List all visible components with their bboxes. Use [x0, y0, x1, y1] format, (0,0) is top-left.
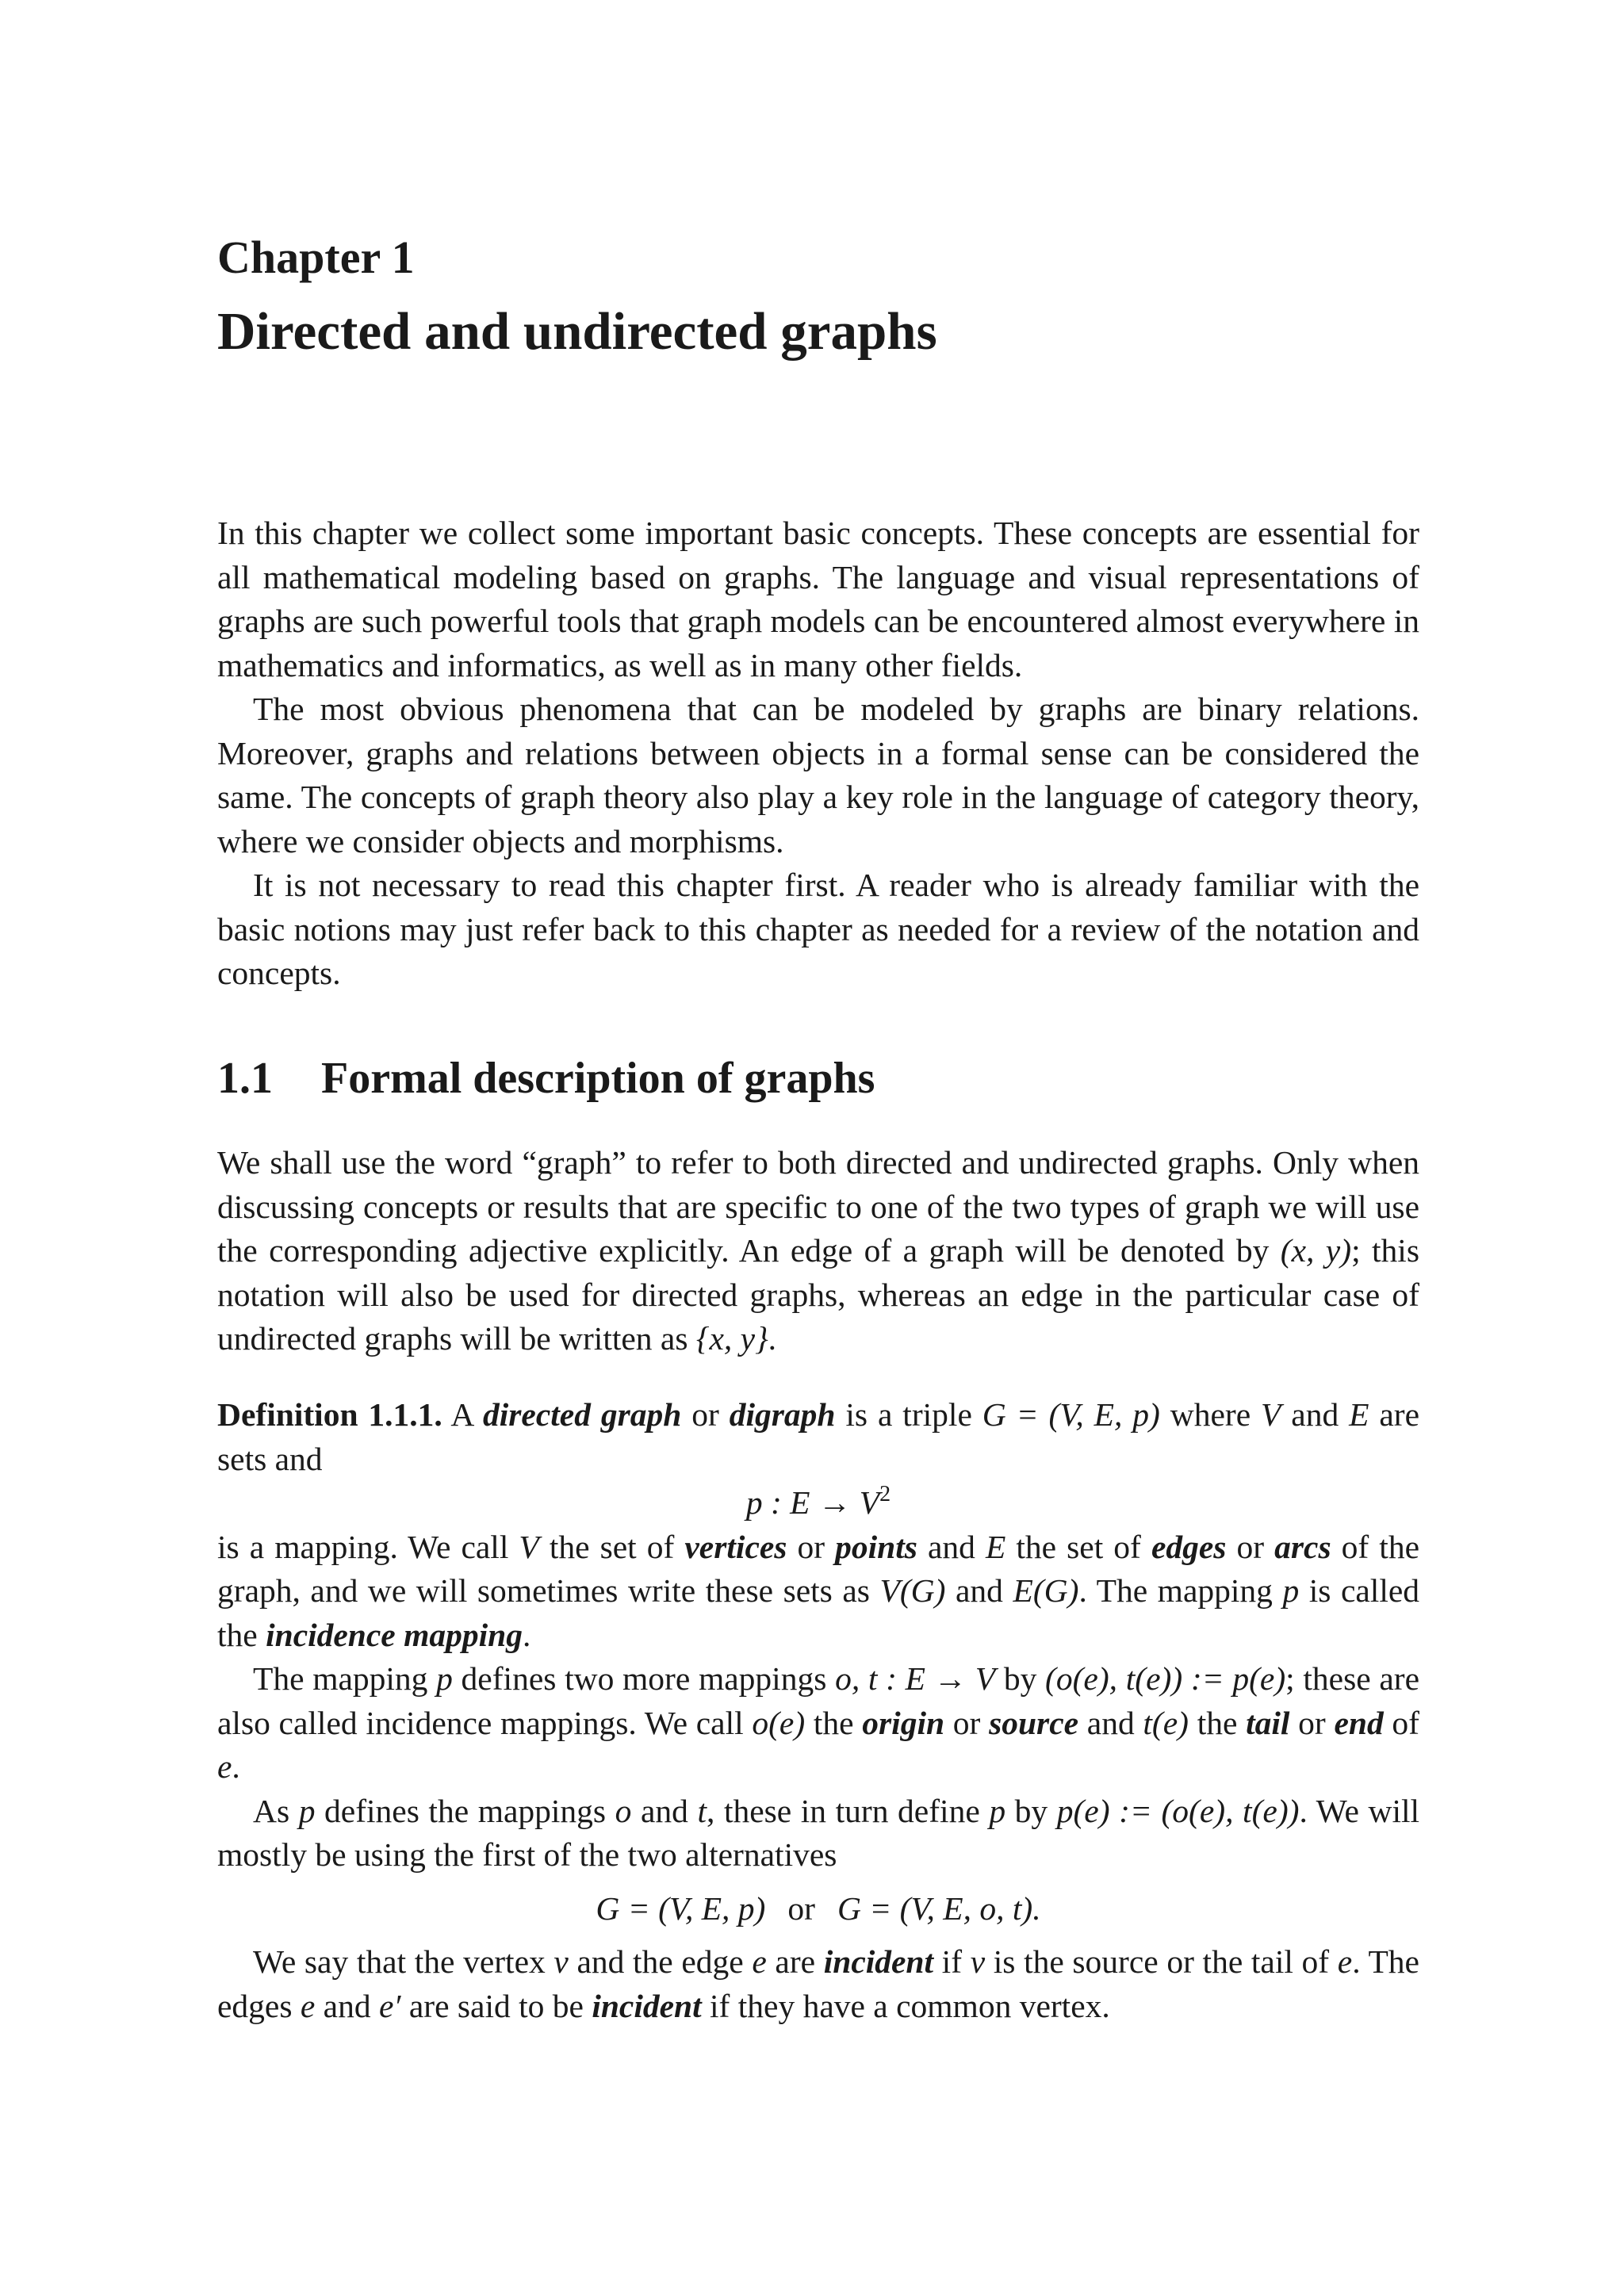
definition-paragraph-3: The mapping p defines two more mappings o, t : E → V by (o(e), t(e)) := p(e); these are also called incidence mappings. We call o(e) the origin or source and t(e) the tail or end of e. — [217, 1660, 1419, 1785]
math-edge-notation: (x, y) — [1280, 1232, 1352, 1269]
display-equation-incidence: p : $E \to V^2$ — [745, 1482, 891, 1521]
chapter-label: Chapter 1 — [217, 232, 415, 283]
intro-paragraph-3: It is not necessary to read this chapter first. A reader who is already familiar with the basic notions may just refer back to this chapter as needed for a review of the notation and concepts. — [217, 867, 1419, 991]
definition-label: Definition 1.1.1. — [217, 1396, 442, 1433]
definition-statement: Definition 1.1.1. A directed graph or digraph is a triple G = (V, E, p) where V and E are sets and — [217, 1396, 1420, 1477]
definition-block — [217, 1393, 1419, 2028]
chapter-intro — [217, 511, 1419, 996]
definition-paragraph-2: is a mapping. We call V the set of vertices or points and E the set of edges or arcs of the graph, and we will sometimes write these sets as V(G) and E(G). The mapping p is called the incidence mapping. — [217, 1528, 1420, 1653]
term-vertices: vertices — [684, 1528, 787, 1565]
term-digraph: digraph — [729, 1396, 836, 1433]
term-points: points — [835, 1528, 917, 1565]
section-heading — [217, 1051, 875, 1106]
definition-paragraph-4: As p defines the mappings o and t, these in turn define p by p(e) := (o(e), t(e)). We will mostly be using the first of the two alternatives — [217, 1792, 1420, 1873]
term-tail: tail — [1246, 1704, 1290, 1741]
term-origin: origin — [862, 1704, 945, 1741]
section-number: 1.1 — [217, 1054, 273, 1103]
term-incidence-mapping: incidence mapping — [266, 1616, 523, 1653]
term-directed-graph: directed graph — [483, 1396, 682, 1433]
section-intro — [217, 1141, 1419, 1361]
display-equation-alternatives: G = (V, E, p) or G = (V, E, o, t). — [596, 1889, 1041, 1927]
section-paragraph-1: We shall use the word “graph” to refer to both directed and undirected graphs. Only when discussing concepts or results that are specific to one of the two types of graph we will use the corresponding adjective explicitly. An edge of a graph will be denoted by (x, y); this notation will also be used for directed graphs, whereas an edge in the particular case of undirected graphs will be written as {x, y}. — [217, 1144, 1419, 1357]
term-source: source — [989, 1704, 1079, 1741]
term-edges: edges — [1151, 1528, 1227, 1565]
definition-paragraph-5: We say that the vertex v and the edge e are incident if v is the source or the tail of e. The edges e and e′ are said to be incident if they have a common vertex. — [217, 1943, 1419, 2024]
math-undirected-edge: {x, y} — [695, 1320, 768, 1357]
section-title: Formal description of graphs — [321, 1054, 875, 1103]
intro-paragraph-2: The most obvious phenomena that can be modeled by graphs are binary relations. Moreover, graphs and relations between objects in a formal sense can be considered the same. The concepts of graph theory also play a key role in the language of category theory, where we consider objects and morphisms. — [217, 691, 1419, 859]
term-incident: incident — [823, 1943, 934, 1980]
intro-paragraph-1: In this chapter we collect some important basic concepts. These concepts are essential for all mathematical modeling based on graphs. The language and visual representations of graphs are such powerful tools that graph models can be encountered almost everywhere in mathematics and informatics, as well as in many other fields. — [217, 515, 1419, 683]
term-arcs: arcs — [1274, 1528, 1331, 1565]
term-end: end — [1334, 1704, 1384, 1741]
term-incident-edges: incident — [592, 1987, 702, 2024]
chapter-title: Directed and undirected graphs — [217, 302, 937, 361]
